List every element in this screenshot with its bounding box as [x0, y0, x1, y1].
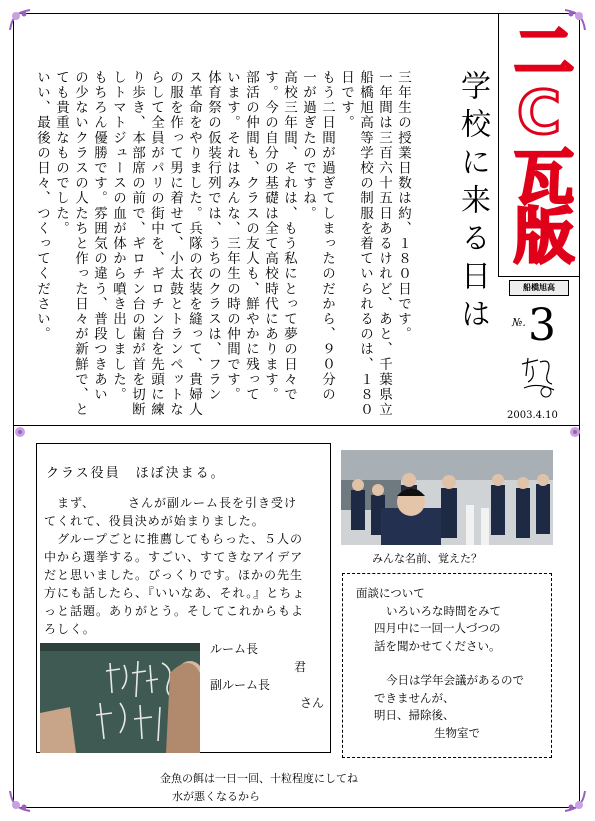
- feature-body-column: の少ないクラスの人たちと作った日々が新鮮で、と: [72, 70, 88, 418]
- feature-body-column: もちろん優勝です。雰囲気の違う、普段つきあい: [91, 70, 107, 403]
- feature-body-column: います。それはみんな、三年生の時の仲間です。: [224, 70, 240, 403]
- masthead-title: [506, 20, 572, 270]
- signature-stamp-icon: [518, 352, 560, 400]
- notice-line: いろいろな時間をみて: [386, 603, 501, 618]
- roles-list: [210, 640, 328, 712]
- feature-body: [32, 70, 412, 418]
- class-officers-title: クラス役員 ほぼ決まる。: [46, 466, 226, 481]
- notice-line: 生物室で: [434, 725, 480, 740]
- role-suffix-vice-leader: さん: [299, 696, 324, 710]
- ornament-corner-icon: [6, 6, 34, 34]
- notice-line: 話を聞かせてください。: [374, 638, 501, 653]
- ornament-side-icon: [561, 418, 589, 446]
- chalkboard-photo: [40, 643, 200, 753]
- feature-body-column: 三年生の授業日数は約、１８０日です。: [395, 70, 411, 342]
- interview-notice-text: [348, 585, 548, 742]
- feature-body-column: 日です。: [338, 70, 354, 131]
- feature-body-column: り歩き、本部席の前で、ギロチン台の歯が首を切断: [129, 70, 145, 418]
- issue-number: 3: [528, 300, 556, 351]
- footer-note: [160, 770, 358, 806]
- feature-body-column: 船橋旭高等学校の制服を着ていられるのは、１８０: [357, 70, 373, 418]
- class-photo-caption: みんな名前、覚えた？: [372, 552, 482, 565]
- notice-line: 面談について: [356, 586, 425, 600]
- feature-body-column: 高校三年間、それは、もう私にとって夢の日々で: [281, 70, 297, 403]
- notice-line: できませんが、: [374, 690, 455, 705]
- feature-body-column: いい、最後の日々、つくってください。: [34, 70, 50, 342]
- masthead-title-text: 二C瓦版: [504, 20, 574, 262]
- feature-body-column: もう二日間が過ぎてしまったのだから、９０分の: [319, 70, 335, 403]
- school-badge: 船橋旭高: [509, 280, 569, 296]
- notice-line: 今日は学年会議があるので: [386, 673, 524, 687]
- feature-body-column: す。今の自分の基礎は全て高校時代にあります。: [262, 70, 278, 403]
- masthead-divider: [498, 276, 580, 277]
- feature-body-column: 体育祭の仮装行列では、うちのクラスは、フラン: [205, 70, 221, 403]
- role-label-vice-leader: 副ルーム長: [210, 678, 271, 692]
- notice-line: 明日、掃除後、: [374, 708, 455, 722]
- issue-prefix: №.: [512, 316, 526, 329]
- section-divider: [13, 425, 580, 426]
- feature-body-column: 一年間は三百六十五日あるけれど、あと、千葉県立: [376, 70, 392, 418]
- ornament-side-icon: [6, 418, 34, 446]
- feature-body-column: しトマトジュースの血が体から噴き出しました。: [110, 70, 126, 403]
- class-officers-text: まず、 さんが副ルーム長を引き受け てくれて、役員決めが始まりました。 グループごとに推薦してもらった、５人の 中から選挙する。すごい、すてきなアイデア だと思いました。びっくりです。ほかの先生 方にも話したら、『いいなあ、それ。』とちょ っと話題。ありがとう。そしてこれからもよ ろしく。: [44, 496, 306, 636]
- class-photo: [341, 450, 553, 545]
- role-suffix-room-leader: 君: [293, 660, 306, 674]
- feature-body-column: の服を作って男に着せて、小太鼓とトランペットな: [167, 70, 183, 418]
- issue-date: 2003.4.10: [507, 410, 558, 421]
- feature-headline: 学校に来る日は: [455, 70, 490, 336]
- role-label-room-leader: ルーム長: [210, 642, 259, 656]
- ornament-corner-icon: [561, 787, 589, 815]
- feature-body-column: 部活の仲間も、クラスの友人も、鮮やかに残って: [243, 70, 259, 403]
- footer-line-2: 水が悪くなるから: [172, 790, 260, 803]
- feature-body-column: ても貴重なものでした。: [53, 70, 69, 237]
- notice-line: 四月中に一回一人づつの: [374, 621, 501, 635]
- feature-body-column: 一が過ぎたのですね。: [300, 70, 316, 221]
- feature-body-column: ス革命をやりました。兵隊の衣装を縫って、貴婦人: [186, 70, 202, 418]
- ornament-corner-icon: [6, 787, 34, 815]
- feature-body-column: らして全員がパリの街中を、ギロチン台を先頭に練: [148, 70, 164, 418]
- footer-line-1: 金魚の餌は一日一回、十粒程度にしてね: [160, 772, 358, 785]
